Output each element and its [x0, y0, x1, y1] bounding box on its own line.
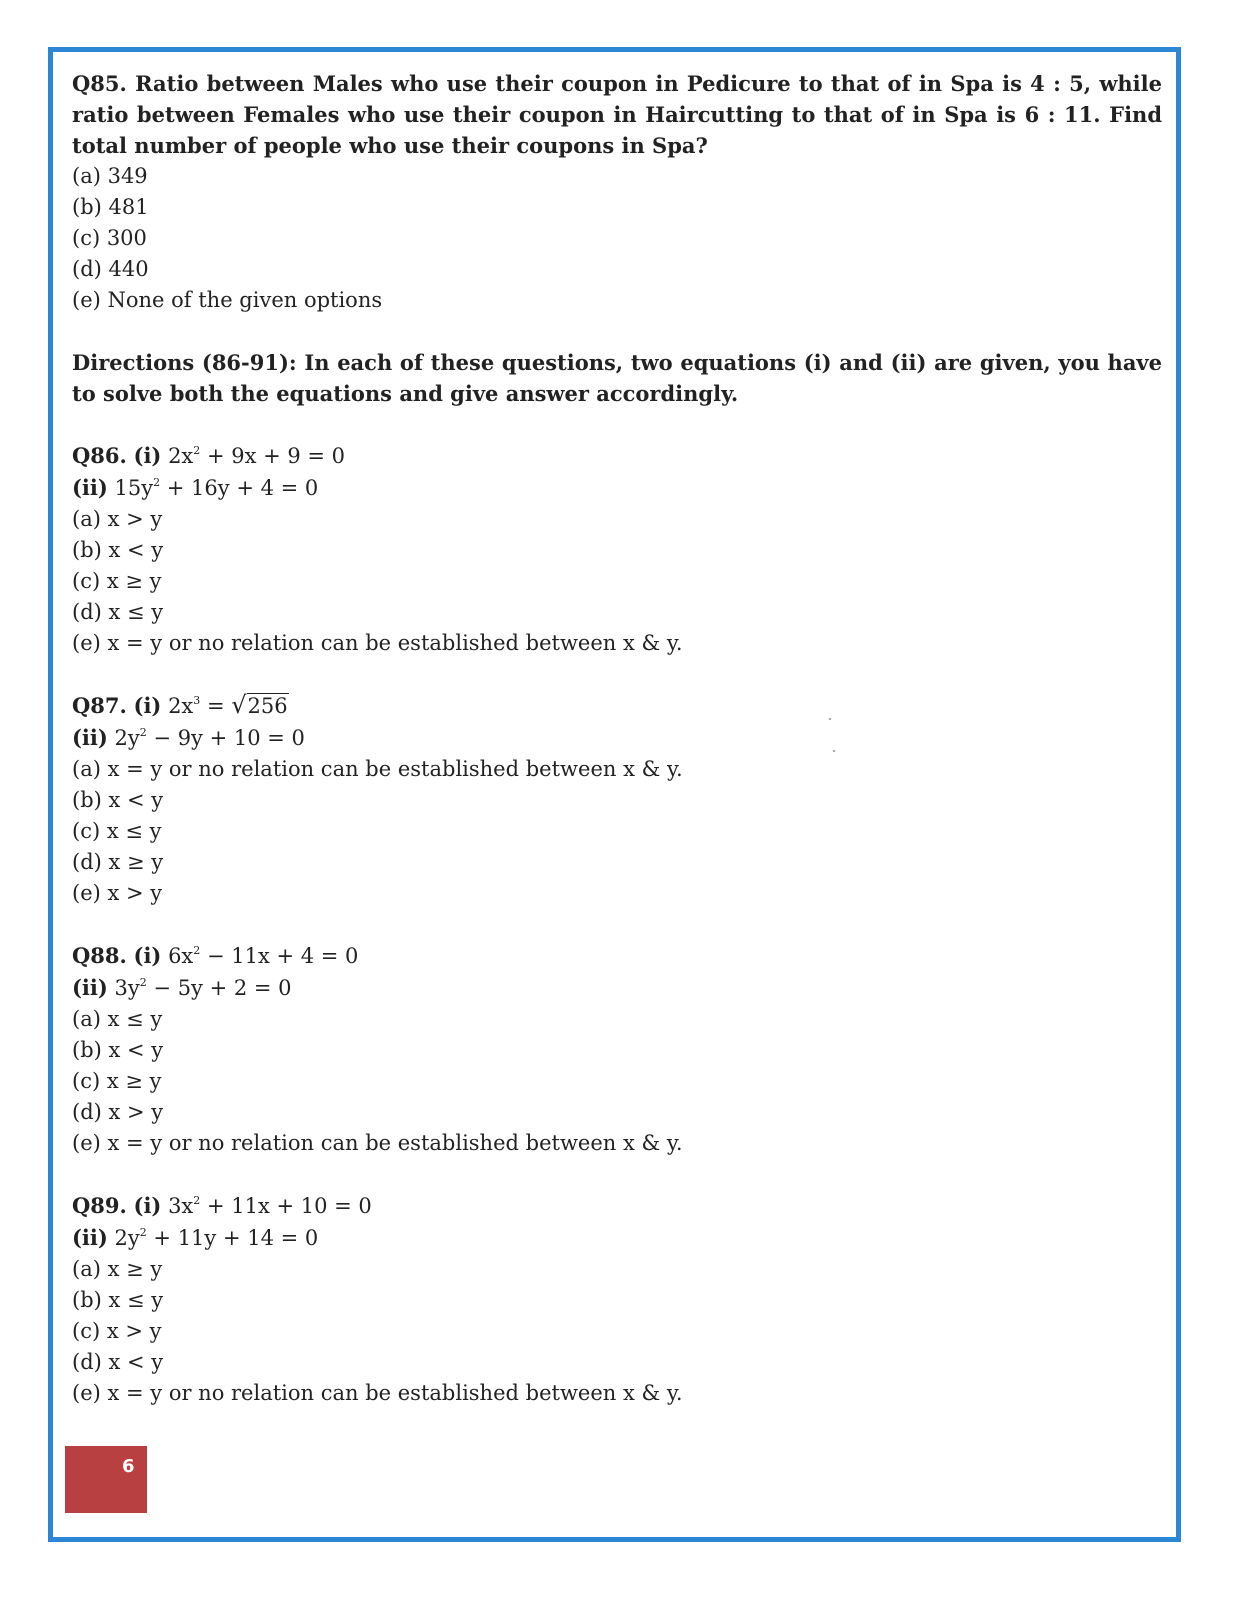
eq-tag: (i) — [133, 1193, 162, 1218]
eq-exponent: 2 — [193, 1194, 201, 1207]
question-86-label: Q86. — [72, 443, 127, 468]
question-86-equation-2 — [72, 472, 1162, 504]
question-88-option-c: (c) x ≥ y — [72, 1069, 162, 1093]
eq-term: 2y — [114, 726, 140, 750]
sqrt-symbol: √ — [231, 691, 247, 719]
eq-rest: + 9x + 9 = 0 — [200, 444, 346, 468]
question-87 — [72, 690, 1162, 909]
question-88-label: Q88. — [72, 943, 127, 968]
question-86 — [72, 440, 1162, 659]
question-88-option-a: (a) x ≤ y — [72, 1007, 163, 1031]
question-89-option-c: (c) x > y — [72, 1319, 162, 1343]
eq-tag: (ii) — [72, 475, 108, 500]
eq-rest: − 11x + 4 = 0 — [200, 944, 359, 968]
eq-tag: (i) — [133, 443, 162, 468]
eq-exponent: 3 — [193, 694, 201, 707]
stray-dot — [833, 750, 835, 752]
eq-term: 15y — [114, 476, 154, 500]
eq-tag: (ii) — [72, 975, 108, 1000]
question-89-equation-1 — [72, 1190, 1162, 1222]
page-content — [72, 68, 1162, 1409]
eq-term: 6x — [168, 944, 194, 968]
question-87-option-d: (d) x ≥ y — [72, 850, 164, 874]
question-87-equation-2 — [72, 722, 1162, 754]
question-85-option-d: (d) 440 — [72, 257, 149, 281]
eq-rest: + 11y + 14 = 0 — [146, 1226, 319, 1250]
question-86-option-c: (c) x ≥ y — [72, 569, 162, 593]
question-89-option-b: (b) x ≤ y — [72, 1288, 164, 1312]
question-87-option-e: (e) x > y — [72, 881, 163, 905]
question-87-equation-1 — [72, 690, 1162, 722]
question-86-option-e: (e) x = y or no relation can be established between x & y. — [72, 631, 683, 655]
question-85-option-a: (a) 349 — [72, 164, 148, 188]
question-86-option-a: (a) x > y — [72, 507, 163, 531]
question-86-option-d: (d) x ≤ y — [72, 600, 164, 624]
eq-tag: (ii) — [72, 725, 108, 750]
eq-rest: = — [200, 694, 232, 718]
eq-exponent: 2 — [139, 976, 147, 989]
eq-term: 2y — [114, 1226, 140, 1250]
question-88-option-d: (d) x > y — [72, 1100, 164, 1124]
question-89-equation-2 — [72, 1222, 1162, 1254]
eq-exponent: 2 — [193, 444, 201, 457]
question-89-option-d: (d) x < y — [72, 1350, 164, 1374]
directions-text: Directions (86-91): In each of these questions, two equations (i) and (ii) are given, you have to solve both the equations and give answer accordingly. — [72, 350, 1162, 406]
question-88-option-b: (b) x < y — [72, 1038, 164, 1062]
eq-tag: (i) — [133, 693, 162, 718]
question-89-option-a: (a) x ≥ y — [72, 1257, 163, 1281]
eq-rest: + 11x + 10 = 0 — [200, 1194, 372, 1218]
question-86-equation-1 — [72, 440, 1162, 472]
eq-tag: (i) — [133, 943, 162, 968]
question-88-equation-1 — [72, 940, 1162, 972]
eq-term: 2x — [168, 694, 194, 718]
question-85-option-c: (c) 300 — [72, 226, 147, 250]
question-86-option-b: (b) x < y — [72, 538, 164, 562]
question-89 — [72, 1190, 1162, 1409]
eq-tag: (ii) — [72, 1225, 108, 1250]
eq-exponent: 2 — [139, 726, 147, 739]
question-85-option-e: (e) None of the given options — [72, 288, 383, 312]
eq-term: 3y — [114, 976, 140, 1000]
eq-exponent: 2 — [139, 1226, 147, 1239]
question-87-option-b: (b) x < y — [72, 788, 164, 812]
question-85-text: Q85. Ratio between Males who use their coupon in Pedicure to that of in Spa is 4 : 5, while ratio between Females who use their coupon in Haircutting to that of in Spa is 6 : 11. Find total number of people who use their coupons in Spa? — [72, 71, 1162, 158]
question-85 — [72, 68, 1162, 316]
eq-rest: − 5y + 2 = 0 — [146, 976, 292, 1000]
eq-rest: + 16y + 4 = 0 — [160, 476, 319, 500]
question-88-equation-2 — [72, 972, 1162, 1004]
eq-exponent: 2 — [153, 476, 161, 489]
eq-exponent: 2 — [193, 944, 201, 957]
question-89-option-e: (e) x = y or no relation can be established between x & y. — [72, 1381, 683, 1405]
question-89-label: Q89. — [72, 1193, 127, 1218]
question-87-option-a: (a) x = y or no relation can be established between x & y. — [72, 757, 683, 781]
question-88-option-e: (e) x = y or no relation can be established between x & y. — [72, 1131, 683, 1155]
eq-rest: − 9y + 10 = 0 — [146, 726, 305, 750]
question-87-label: Q87. — [72, 693, 127, 718]
question-88 — [72, 940, 1162, 1159]
question-85-option-b: (b) 481 — [72, 195, 149, 219]
eq-term: 2x — [168, 444, 194, 468]
question-87-option-c: (c) x ≤ y — [72, 819, 162, 843]
page-number: 6 — [122, 1456, 135, 1477]
eq-term: 3x — [168, 1194, 194, 1218]
square-root — [231, 691, 288, 719]
page-number-badge — [65, 1446, 147, 1513]
stray-dot — [829, 718, 831, 720]
sqrt-radicand: 256 — [247, 694, 288, 718]
